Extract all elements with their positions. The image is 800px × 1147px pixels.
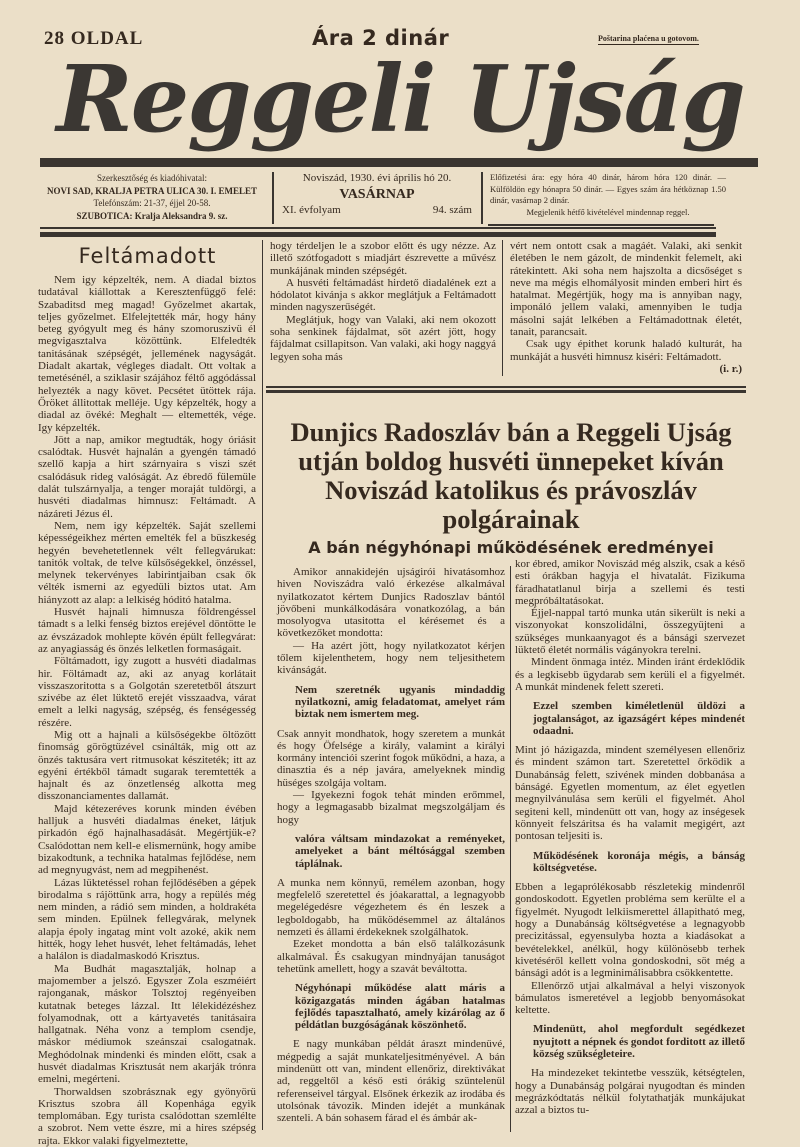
paragraph: Husvét hajnali himnusza földrengéssel támadt s a lelki fenség biztos erejével döntötte le az évszázadok mohlepte kövén épült fellegvárat: az anyagiasság és önzés lelketlen formaságait. [38,606,256,655]
paragraph: Ebben a legaprólékosabb részletekig mindenről gondoskodott. Egyetlen probléma sem kerülte el a figyelmét. Nyugodt lelkiismerettel állapitható meg, hogy a Dunabánság költségvetése a legnagyobb precizitással, egyensulyba hozta a kiadásokat a bevételekkel, anélkül, hogy különösebb terhek kivetéséről kellett volna gondoskodni, söt még a bánsági adót is a legminimálisabbra csökkentette. [515,881,745,980]
volume: XI. évfolyam [282,204,341,216]
main-headline: Dunjics Radoszláv bán a Reggeli Ujság utján boldog husvéti ünnepeket kíván Noviszád katolikus és právoszláv polgárainak [290,417,732,534]
divider [272,172,274,224]
author-signature: (i. r.) [719,362,742,375]
editorial-column-3 [510,240,742,376]
paragraph: A husvéti feltámadást hirdető diadalének ezt a hódolatot kivánja s akkor meglátjuk a Feltámadott minden nagyszerűségét. [270,276,496,314]
office-phone: Telefónszám: 21-37, éjjel 20-58. [93,198,211,208]
issue-date: Noviszád, 1930. évi április hó 20. [302,172,452,184]
appears-note: Megjelenik hétfő kivételével mindennap reggel. [526,206,690,217]
divider [40,232,716,237]
main-column-a [277,566,505,1132]
main-column-b [515,558,745,1132]
editorial-title: Feltámadott [78,244,217,268]
paragraph: Ha mindezeket tekintetbe vesszük, kétségtelen, hogy a Dunabánság polgárai nyugodtan és minden megrázkódtatás nélkül folytathatják munkájukat azzal a biztos tu- [515,1067,745,1117]
issue-number: 94. szám [432,204,472,216]
paragraph: Meglátjuk, hogy van Valaki, aki nem okozott soha senkinek fájdalmat, söt azért jött, hogy fájdalmat csillapitson. Van valaki, aki hogy naggyá legyen soha más [270,313,496,363]
pull-quote: valóra váltsam mindazokat a reményeket, amelyeket a bánt méltósággal szemben táplálnak. [295,832,505,870]
office-address: NOVI SAD, KRALJA PETRA ULICA 30. I. EMELET [46,185,258,196]
pull-quote: Ezzel szemben kiméletlenül üldözi a jogtalanságot, az igazságért képes mindenét odaadni. [533,700,745,737]
subscription-info [490,172,726,218]
paragraph: Lázas lüktetéssel rohan fejlődésében a gépek birodalma s rájöttünk arra, hogy a repülés még nem minden, a rádió sem minden, a holdrakéta sem minden. Epülnek fellegvárak, melynek alapja époly ingatag mint volt azoké, akik nem hitték, hogy lehet husvét, lehet feltámadás, lehet a halálon is diadalmaskodó Krisztus. [38,876,256,963]
price: Ára 2 dinár [312,26,450,50]
paragraph: Nem, nem igy képzelték. Saját szellemi képességeikhez mérten emelték fel a büszkeség hegyén bevehetetlennek vélt fellegvárukat: tanitók voltak, de telve külsőségekkel, önzéssel, melynek tekervényes labirintjaiban csak ők vélték ismerni az egyedüli biztos utat. Am hiányzott az alap: a lelkiség hóditó hatalma. [38,519,256,606]
divider [481,172,483,224]
paragraph: vért nem ontott csak a magáét. Valaki, aki senkit életében le nem gázolt, de mindenkit felemelt, aki rátekintett. Aki soha nem hajszolta a dicsőséget s neve ma mégis elhomályosit minden emberi hirt és hatalmat. Megértjük, hogy ma is annyiban nagy, imponáló jellem valaki, amennyiben le tudja másolni saját lelkében a Feltámadottnak életét, tanait, parancsait. [510,240,742,339]
paragraph: Majd kétezeréves korunk minden évében halljuk a husvéti diadalmas éneket, látjuk pirkadón égő hajnalhasadását. Megértjük-e? Csalódottan nem kell-e elismernünk, hogy amibe bizakodtunk, a technika hatalmas fejlődése, nem ad megnyugvást, nem ad megpihenést. [38,802,256,877]
page-number: 28 OLDAL [44,28,144,49]
paragraph: Ellenőrző utjai alkalmával a helyi viszonyok bámulatos ismeretével a legjobb benyomásokat keltette. [515,979,745,1017]
pull-quote: Négyhónapi működése alatt máris a közigazgatás minden ágában hatalmas fejlődés tapasztalható, amely kizárólag az ő példátlan buzgóságának köszönhető. [295,982,505,1032]
paragraph: Mint jó házigazda, mindent személyesen ellenőriz és mindent számon tart. Szeretettel őrködik a Dunabánság felett, szivének minden dobbanása a bánságé. Egyetlen momentum, az élet egyetlen megnyilvánulása sem kerüli el figyelmét. Ahol segiteni kell, mindenütt ott van, hogy az inségesek könnyeit felszáritsa és ha valamit megigért, azt pontosan teljesiti is. [515,744,745,843]
editorial-office [36,172,268,222]
issue-info [282,171,472,218]
paragraph: Mindent önmaga intéz. Minden iránt érdeklődik és a legkisebb ügydarab sem kerüli el a figyelmét. A munkát mindenek felett szereti. [515,656,745,693]
column-rule [502,240,503,376]
main-subheadline: A bán négyhónapi működésének eredményei [308,538,714,557]
paragraph: — Igyekezni fogok tehát minden erőmmel, hogy a legmagasabb bizalmat megszolgáljam és hogy [277,789,505,826]
masthead-logo: Reggeli Ujság [56,45,744,153]
paragraph: hogy térdeljen le a szobor előtt és ugy nézze. Az illető szótfogadott s miadjárt észrevette a művész munkájának minden szépségét. [270,240,496,277]
office-subotica: SZUBOTICA: Kralja Aleksandra 9. sz. [76,210,228,221]
paragraph: Ma Budhát magasztalják, holnap a majomember a jelszó. Egyszer Zola eszméiért rajonganak, máskor Tolsztoj regényeiben kutatnak beteges lázzal. Itt lélekidézéshez folyamodnak, ott a kártyavetés tanitásaira hallgatnak. Néha vonz a templom csendje, máskor médiumok szeánszai csalogatnak. Meghódolnak mindenki és minden előtt, csak a husvét diadalmas Krisztusát nem akarják trónra emelni, megérteni. [38,962,256,1086]
pull-quote: Nem szeretnék ugyanis mindaddig nyilatkozni, amig feladatomat, amelyet rám biztak nem ismertem meg. [295,683,505,721]
paragraph: Thorwaldsen szobrásznak egy gyönyörü Krisztus szobra áll Kopenhága egyik templomában. Egy turista csalódottan szemlélte a szobrot. Nem vette észre, mi a hires szépség rajta. Ekkor valaki figyelmeztette, [38,1085,256,1147]
paragraph: Amikor annakidején ujságirói hivatásomhoz hiven Noviszádra való érkezése alkalmával nyilatkozatot kértem Dunjics Radoszlav bántól jövőbeni munkálkodására vonatkozólag, a bán mosolyogva utasitotta el kérésemet és a következőket mondotta: [277,566,505,640]
subscription-price: Előfizetési ára: egy hóra 40 dinár, három hóra 120 dinár. — Külföldön egy hónapra 50 dinár. — Egyes szám ára hétköznap 1.50 dinár, vasárnap 2 dinár. [490,172,726,205]
paragraph: Jött a nap, amikor megtudták, hogy óriásit csalódtak. Husvét hajnalán a gyengén támadó szellő kapja a hirt szárnyaira s viszi szét csalódásuk rideg valóságát. Az ébredő fülemüle dalát tulszárnyalja, a tenger moraját tuldörgi, a husvéti diadalmas himnusz: Feltámadt. A názáreti Jézus él. [38,433,256,520]
divider [40,227,716,229]
postage-note: Poštarina plaćena u gotovom. [598,34,699,43]
paragraph: — Ha azért jött, hogy nyilatkozatot kérjen tőlem kijelenthetem, hogy nem teljesithetem kivánságát. [277,639,505,677]
pull-quote: Mindenütt, ahol megfordult segédkezet nyujtott a népnek és gondot forditott az illető község szükségleteire. [533,1023,745,1060]
divider [488,224,714,226]
editorial-column-2 [270,240,496,376]
paragraph: kor ébred, amikor Noviszád még alszik, csak a késő esti órákban hagyja el hivatalát. Fizikuma fáradhatatlanul birja a szellemi és testi megpróbáltatásokat. [515,558,745,607]
masthead-bar [40,158,758,167]
weekday: VASÁRNAP [339,187,415,202]
divider [266,386,746,388]
pull-quote: Működésének koronája mégis, a bánság költségvetése. [533,849,745,874]
paragraph: E nagy munkában példát áraszt mindenüvé, mégpedig a saját munkateljesitményével. A bán mindenütt ott van, mindent ellenőriz, direktivákat ad, reggeltől a késő esti órákig szüntelenül referenseivel tárgyal. Elsőnek érkezik az irodába és utolsónak távozik. Minden idejét a munkának szenteli. A bán sohasem fárad el és ámbár ak- [277,1038,505,1125]
divider [266,390,746,393]
paragraph: Csak ugy épithet korunk haladó kulturát, ha munkáját a husvéti himnusz kiséri: Feltámadott. [510,338,742,363]
editorial-column-1 [38,274,256,1147]
paragraph: Nem igy képzelték, nem. A diadal biztos tudatával kiállottak a Keresztenfüggő felé: Szabaditsd meg magad! Győzelmet akartak, teljes győzelmet. Elfelejtették már, hogy hány beteg gyógyult meg és hány szomoruszivü él megvigasztalva közöttünk. Elfeledték tanitásának szépségét, jellemének nagyságát. Diadalt akartak, végleges diadalt. Ott voltak a temetésénél, a sziklasir szájához féltő aggódással helyezték a nagy követ. Pecsétet ütöttek rája. Őröket állitottak melléje. Ugy képzelték, hogy a diadal az övéké: Meghalt — eltemették, vége. Igy képzelték. [38,274,256,434]
paragraph: Csak annyit mondhatok, hogy szeretem a munkát és hogy Öfelsége a király, valamint a királyi kormány intenciói szerint fogok működni, a haza, a dinasztia és a nép javára, amelyeknek mindig hüséges szolgája voltam. [277,727,505,789]
paragraph: A munka nem könnyű, remélem azonban, hogy megfelelő szeretettel és jóakarattal, a legnagyobb megelégedésre végezhetem és én leszek a legboldogabb, ha működésemmel az általános nemzeti és állami érdekeknek szolgálhatok. [277,876,505,939]
paragraph: Föltámadott, igy zugott a husvéti diadalmas hir. Föltámadt az, aki az anyag korlátait visszaszoritotta s a Golgotán szeretetből átszurt szivébe az élet lüktető erejét visszaadva, várat emelt a lelki nagyság, szépség, és fenségesség részére. [38,655,256,729]
column-rule [510,566,511,1132]
paragraph: Mig ott a hajnali a külsőségekbe öltözött finomság görögtüzével csinálták, mig ott az önzés taktusára vert ritmusokat késziteték; itt az egyéni értékből támadt sugarak teremtették a hajnalt és az önzetlenség alkotta meg disszonanciamentes dallamát. [38,728,256,803]
column-rule [262,240,263,1130]
paragraph: Éjjel-nappal tartó munka után sikerült is neki a viszonyokat konszolidálni, összegyüjteni a szükséges munkaanyagot és a bánsági szervezet lüktető életét normális vágányokra terelni. [515,607,745,657]
office-label: Szerkesztőség és kiadóhivatal: [97,173,207,183]
paragraph: Ezeket mondotta a bán első találkozásunk alkalmával. És csakugyan mindnyájan tanuságot tehetünk amellett, hogy a szavát beváltotta. [277,938,505,975]
